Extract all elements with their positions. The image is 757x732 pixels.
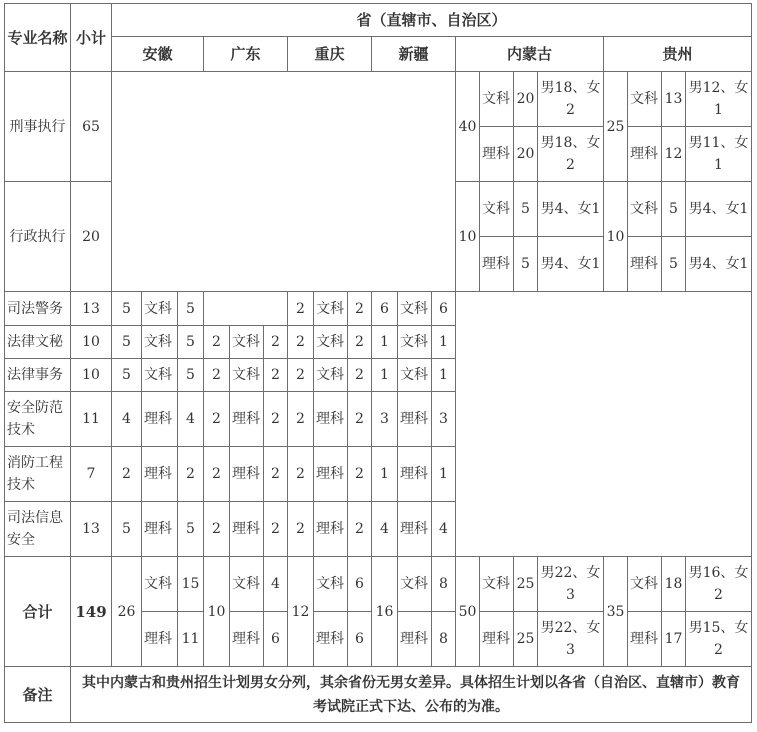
ah-wen-label: 文科 xyxy=(142,557,178,612)
remark-row xyxy=(5,667,752,723)
remark-label: 备注 xyxy=(5,667,71,723)
ah-count: 5 xyxy=(112,326,142,359)
nmg-li-gender: 男18、女2 xyxy=(538,127,604,182)
ah-count: 5 xyxy=(112,292,142,326)
cq-count: 2 xyxy=(288,292,314,326)
nmg-li-count: 5 xyxy=(514,237,538,292)
gz-wen-label: 文科 xyxy=(628,557,662,612)
province-guangdong: 广东 xyxy=(204,37,288,72)
xj-count: 1 xyxy=(372,326,398,359)
xj-count: 1 xyxy=(372,447,398,502)
xj-sub-count: 6 xyxy=(432,292,456,326)
major-name: 法律事务 xyxy=(5,359,71,392)
ah-count: 5 xyxy=(112,359,142,392)
cq-category: 文科 xyxy=(314,292,348,326)
province-guizhou: 贵州 xyxy=(604,37,752,72)
nmg-wen-gender: 男18、女2 xyxy=(538,72,604,127)
nmg-wen-label: 文科 xyxy=(480,72,514,127)
cq-count: 2 xyxy=(288,447,314,502)
cq-category: 理科 xyxy=(314,392,348,447)
gz-li-gender: 男4、女1 xyxy=(686,237,752,292)
gz-li-label: 理科 xyxy=(628,612,662,667)
gd-li-label: 理科 xyxy=(230,612,264,667)
gz-wen-gender: 男4、女1 xyxy=(686,182,752,237)
cq-wen-label: 文科 xyxy=(314,557,348,612)
cq-count: 2 xyxy=(288,502,314,557)
major-name: 安全防范技术 xyxy=(5,392,71,447)
xj-category: 理科 xyxy=(398,392,432,447)
cq-category: 理科 xyxy=(314,502,348,557)
nmg-li-gender: 男22、女3 xyxy=(538,612,604,667)
gd-count: 2 xyxy=(204,502,230,557)
cq-sub-count: 2 xyxy=(348,292,372,326)
nmg-li-label: 理科 xyxy=(480,127,514,182)
gd-sub-count: 2 xyxy=(264,326,288,359)
major-total: 65 xyxy=(71,72,112,182)
gd-li-count: 6 xyxy=(264,612,288,667)
major-total: 10 xyxy=(71,326,112,359)
nmg-total: 50 xyxy=(456,557,480,667)
cq-count: 2 xyxy=(288,392,314,447)
nmg-wen-count: 25 xyxy=(514,557,538,612)
gz-li-gender: 男15、女2 xyxy=(686,612,752,667)
gd-category: 理科 xyxy=(230,447,264,502)
cq-sub-count: 2 xyxy=(348,447,372,502)
cq-total: 12 xyxy=(288,557,314,667)
nmg-wen-count: 5 xyxy=(514,182,538,237)
xj-li-count: 8 xyxy=(432,612,456,667)
major-total: 11 xyxy=(71,392,112,447)
xj-category: 文科 xyxy=(398,359,432,392)
gz-li-count: 12 xyxy=(662,127,686,182)
gz-wen-label: 文科 xyxy=(628,72,662,127)
ah-category: 理科 xyxy=(142,502,178,557)
gd-sub-count: 2 xyxy=(264,359,288,392)
nmg-li-label: 理科 xyxy=(480,612,514,667)
ah-count: 5 xyxy=(112,502,142,557)
nmg-wen-gender: 男4、女1 xyxy=(538,182,604,237)
nmg-li-label: 理科 xyxy=(480,237,514,292)
gd-sub-count: 2 xyxy=(264,447,288,502)
major-name: 行政执行 xyxy=(5,182,71,292)
xj-li-label: 理科 xyxy=(398,612,432,667)
ah-category: 文科 xyxy=(142,359,178,392)
gz-wen-count: 18 xyxy=(662,557,686,612)
ah-li-label: 理科 xyxy=(142,612,178,667)
header-row-1 xyxy=(5,4,752,37)
province-chongqing: 重庆 xyxy=(288,37,372,72)
xj-sub-count: 4 xyxy=(432,502,456,557)
gz-li-count: 5 xyxy=(662,237,686,292)
gd-total: 10 xyxy=(204,557,230,667)
ah-sub-count: 5 xyxy=(178,502,204,557)
remark-text: 其中内蒙古和贵州招生计划男女分列，其余省份无男女差异。具体招生计划以各省（自治区、直辖市）教育考试院正式下达、公布的为准。 xyxy=(71,667,752,723)
cq-category: 文科 xyxy=(314,326,348,359)
nmg-li-gender: 男4、女1 xyxy=(538,237,604,292)
major-header: 专业名称 xyxy=(5,4,71,72)
ah-sub-count: 2 xyxy=(178,447,204,502)
gd-count: 2 xyxy=(204,392,230,447)
xj-total: 16 xyxy=(372,557,398,667)
major-total: 13 xyxy=(71,502,112,557)
xj-category: 理科 xyxy=(398,447,432,502)
xj-sub-count: 3 xyxy=(432,392,456,447)
xj-sub-count: 1 xyxy=(432,326,456,359)
ah-sub-count: 4 xyxy=(178,392,204,447)
empty-block xyxy=(456,292,752,557)
gz-li-label: 理科 xyxy=(628,127,662,182)
ah-count: 4 xyxy=(112,392,142,447)
empty-block xyxy=(112,72,456,292)
cq-sub-count: 2 xyxy=(348,502,372,557)
xj-category: 理科 xyxy=(398,502,432,557)
total-row xyxy=(5,557,752,612)
cq-sub-count: 2 xyxy=(348,326,372,359)
gz-li-label: 理科 xyxy=(628,237,662,292)
gz-li-count: 17 xyxy=(662,612,686,667)
gd-category: 文科 xyxy=(230,359,264,392)
gd-count: 2 xyxy=(204,359,230,392)
gd-empty xyxy=(204,292,288,326)
enrollment-plan-table xyxy=(4,3,752,723)
cq-wen-count: 6 xyxy=(348,557,372,612)
gd-sub-count: 2 xyxy=(264,502,288,557)
ah-count: 2 xyxy=(112,447,142,502)
nmg-wen-label: 文科 xyxy=(480,182,514,237)
major-total: 20 xyxy=(71,182,112,292)
gd-wen-label: 文科 xyxy=(230,557,264,612)
xj-wen-label: 文科 xyxy=(398,557,432,612)
province-xinjiang: 新疆 xyxy=(372,37,456,72)
ah-category: 理科 xyxy=(142,392,178,447)
ah-sub-count: 5 xyxy=(178,326,204,359)
total-label: 合计 xyxy=(5,557,71,667)
gz-wen-gender: 男16、女2 xyxy=(686,557,752,612)
grand-total: 149 xyxy=(71,557,112,667)
major-total: 13 xyxy=(71,292,112,326)
cq-category: 理科 xyxy=(314,447,348,502)
gd-sub-count: 2 xyxy=(264,392,288,447)
major-total: 7 xyxy=(71,447,112,502)
gd-category: 理科 xyxy=(230,392,264,447)
cq-count: 2 xyxy=(288,359,314,392)
major-name: 法律文秘 xyxy=(5,326,71,359)
xj-category: 文科 xyxy=(398,292,432,326)
gz-total: 25 xyxy=(604,72,628,182)
cq-count: 2 xyxy=(288,326,314,359)
major-name: 消防工程技术 xyxy=(5,447,71,502)
ah-li-count: 11 xyxy=(178,612,204,667)
gz-wen-label: 文科 xyxy=(628,182,662,237)
ah-category: 文科 xyxy=(142,292,178,326)
province-anhui: 安徽 xyxy=(112,37,204,72)
xj-count: 6 xyxy=(372,292,398,326)
xj-wen-count: 8 xyxy=(432,557,456,612)
gd-count: 2 xyxy=(204,326,230,359)
nmg-total: 10 xyxy=(456,182,480,292)
gz-total: 35 xyxy=(604,557,628,667)
table-row xyxy=(5,292,752,326)
gd-category: 理科 xyxy=(230,502,264,557)
major-name: 刑事执行 xyxy=(5,72,71,182)
nmg-total: 40 xyxy=(456,72,480,182)
table-row xyxy=(5,72,752,127)
nmg-li-count: 20 xyxy=(514,127,538,182)
cq-sub-count: 2 xyxy=(348,359,372,392)
xj-count: 3 xyxy=(372,392,398,447)
province-neimenggu: 内蒙古 xyxy=(456,37,604,72)
ah-sub-count: 5 xyxy=(178,292,204,326)
gz-li-gender: 男11、女1 xyxy=(686,127,752,182)
gd-wen-count: 4 xyxy=(264,557,288,612)
subtotal-header: 小计 xyxy=(71,4,112,72)
gd-category: 文科 xyxy=(230,326,264,359)
gz-wen-gender: 男12、女1 xyxy=(686,72,752,127)
nmg-li-count: 25 xyxy=(514,612,538,667)
ah-category: 文科 xyxy=(142,326,178,359)
header-row-2 xyxy=(5,37,752,72)
ah-sub-count: 5 xyxy=(178,359,204,392)
major-name: 司法信息安全 xyxy=(5,502,71,557)
xj-count: 4 xyxy=(372,502,398,557)
provinces-header: 省（直辖市、自治区） xyxy=(112,4,752,37)
gz-wen-count: 13 xyxy=(662,72,686,127)
xj-sub-count: 1 xyxy=(432,359,456,392)
major-name: 司法警务 xyxy=(5,292,71,326)
gz-total: 10 xyxy=(604,182,628,292)
gz-wen-count: 5 xyxy=(662,182,686,237)
nmg-wen-count: 20 xyxy=(514,72,538,127)
xj-sub-count: 1 xyxy=(432,447,456,502)
ah-wen-count: 15 xyxy=(178,557,204,612)
xj-count: 1 xyxy=(372,359,398,392)
cq-category: 文科 xyxy=(314,359,348,392)
nmg-wen-gender: 男22、女3 xyxy=(538,557,604,612)
cq-li-count: 6 xyxy=(348,612,372,667)
xj-category: 文科 xyxy=(398,326,432,359)
cq-sub-count: 2 xyxy=(348,392,372,447)
ah-category: 理科 xyxy=(142,447,178,502)
gd-count: 2 xyxy=(204,447,230,502)
major-total: 10 xyxy=(71,359,112,392)
ah-total: 26 xyxy=(112,557,142,667)
cq-li-label: 理科 xyxy=(314,612,348,667)
nmg-wen-label: 文科 xyxy=(480,557,514,612)
